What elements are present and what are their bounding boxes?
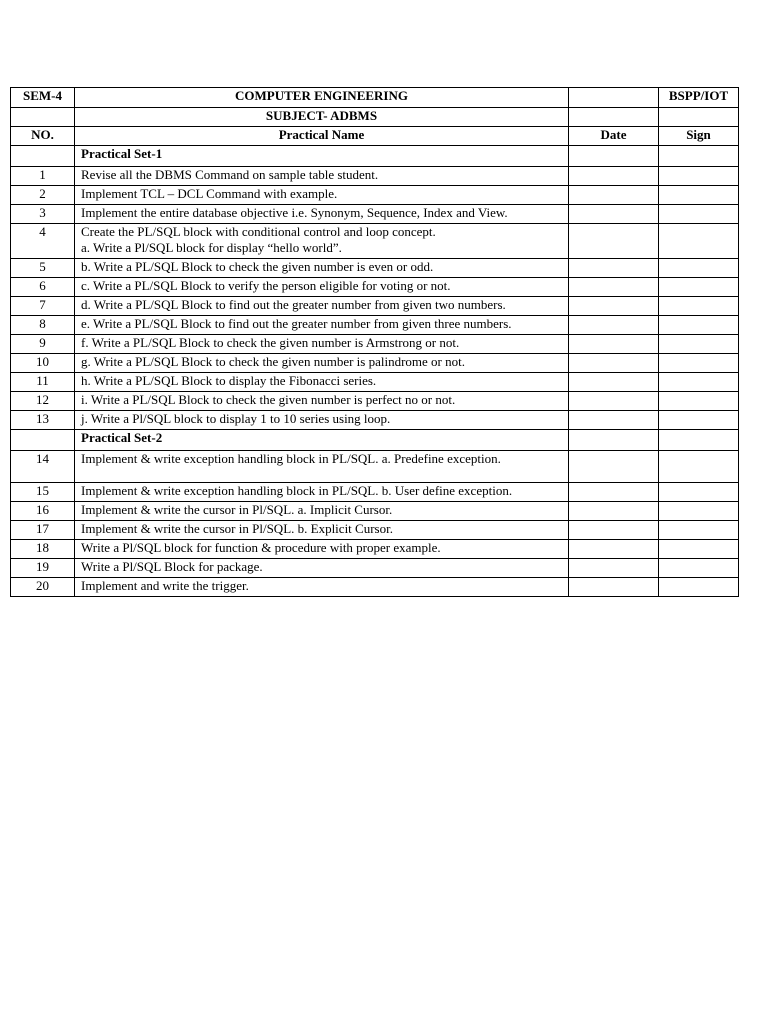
practical-name-line: i. Write a PL/SQL Block to check the given number is perfect no or not. (81, 392, 456, 407)
practical-date-cell (569, 578, 659, 597)
practical-number: 15 (11, 483, 75, 502)
practical-name (75, 205, 569, 224)
practical-number: 10 (11, 354, 75, 373)
subject-blank-sign (659, 108, 739, 127)
practical-name (75, 297, 569, 316)
practical-name (75, 559, 569, 578)
practical-name-line: Implement TCL – DCL Command with example. (81, 186, 338, 201)
practical-sign-cell (659, 502, 739, 521)
course-code: BSPP/IOT (659, 88, 739, 108)
practical-number: 18 (11, 540, 75, 559)
practical-name-line: Create the PL/SQL block with conditional control and loop concept. (81, 224, 436, 239)
practical-date-cell (569, 392, 659, 411)
practical-date-cell (569, 167, 659, 186)
practical-sign-cell (659, 259, 739, 278)
practical-list-table (10, 87, 739, 597)
practical-sign-cell (659, 451, 739, 483)
practical-sign-cell (659, 483, 739, 502)
practical-sign-cell (659, 540, 739, 559)
practical-row (11, 559, 739, 578)
practical-name (75, 167, 569, 186)
practical-sign-cell (659, 186, 739, 205)
practical-name (75, 373, 569, 392)
practical-sign-cell (659, 316, 739, 335)
practical-sign-cell (659, 278, 739, 297)
practical-number: 12 (11, 392, 75, 411)
practical-date-cell (569, 502, 659, 521)
subject-blank-date (569, 108, 659, 127)
practical-name (75, 224, 569, 259)
practical-date-cell (569, 354, 659, 373)
practical-sign-cell (659, 373, 739, 392)
practical-row (11, 502, 739, 521)
practical-date-cell (569, 186, 659, 205)
practical-name-line: e. Write a PL/SQL Block to find out the greater number from given three numbers. (81, 316, 512, 331)
practical-date-cell (569, 483, 659, 502)
practical-sign-cell (659, 167, 739, 186)
practical-row (11, 224, 739, 259)
practical-sign-cell (659, 335, 739, 354)
practical-row (11, 373, 739, 392)
practical-name (75, 186, 569, 205)
practical-number: 19 (11, 559, 75, 578)
practical-row (11, 278, 739, 297)
practical-sign-cell (659, 224, 739, 259)
practical-sign-cell (659, 521, 739, 540)
practical-name-line: Implement & write the cursor in Pl/SQL. a. Implicit Cursor. (81, 502, 393, 517)
practical-number: 8 (11, 316, 75, 335)
practical-name (75, 278, 569, 297)
practical-date-cell (569, 259, 659, 278)
practical-number: 17 (11, 521, 75, 540)
practical-date-cell (569, 316, 659, 335)
set-blank-no (11, 430, 75, 451)
practical-row (11, 297, 739, 316)
practical-row (11, 316, 739, 335)
practical-set-title: Practical Set-2 (75, 430, 569, 451)
practical-name (75, 335, 569, 354)
practical-number: 9 (11, 335, 75, 354)
practical-date-cell (569, 373, 659, 392)
practical-number: 1 (11, 167, 75, 186)
practical-name-line: b. Write a PL/SQL Block to check the given number is even or odd. (81, 259, 434, 274)
practical-name-line: Implement and write the trigger. (81, 578, 249, 593)
practical-date-cell (569, 540, 659, 559)
practical-sign-cell (659, 578, 739, 597)
practical-number: 3 (11, 205, 75, 224)
practical-date-cell (569, 411, 659, 430)
practical-row (11, 354, 739, 373)
practical-number: 4 (11, 224, 75, 259)
practical-name (75, 483, 569, 502)
header-blank-date (569, 88, 659, 108)
practical-sign-cell (659, 392, 739, 411)
practical-set-title: Practical Set-1 (75, 146, 569, 167)
practical-date-cell (569, 335, 659, 354)
practical-name-line: Implement & write exception handling block in PL/SQL. b. User define exception. (81, 483, 513, 498)
practical-date-cell (569, 521, 659, 540)
practical-date-cell (569, 559, 659, 578)
practical-name (75, 392, 569, 411)
practical-name-line: Implement the entire database objective i.e. Synonym, Sequence, Index and View. (81, 205, 508, 220)
practical-name (75, 578, 569, 597)
set-blank-date (569, 146, 659, 167)
practical-date-cell (569, 224, 659, 259)
practical-row (11, 167, 739, 186)
set-blank-no (11, 146, 75, 167)
practical-row (11, 335, 739, 354)
practical-date-cell (569, 278, 659, 297)
subject-blank-no (11, 108, 75, 127)
practical-set-row (11, 430, 739, 451)
practical-date-cell (569, 297, 659, 316)
header-row-subject (11, 108, 739, 127)
practical-name-line: j. Write a Pl/SQL block to display 1 to 10 series using loop. (81, 411, 391, 426)
practical-row (11, 451, 739, 483)
practical-sign-cell (659, 559, 739, 578)
practical-name-line: Implement & write the cursor in Pl/SQL. b. Explicit Cursor. (81, 521, 393, 536)
practical-name (75, 502, 569, 521)
practical-row (11, 392, 739, 411)
practical-set-row (11, 146, 739, 167)
practical-name (75, 354, 569, 373)
practical-row (11, 186, 739, 205)
practical-name-line: Write a Pl/SQL block for function & procedure with proper example. (81, 540, 441, 555)
set-blank-sign (659, 146, 739, 167)
header-row-department (11, 88, 739, 108)
practical-name (75, 316, 569, 335)
set-blank-sign (659, 430, 739, 451)
practical-number: 2 (11, 186, 75, 205)
practical-number: 20 (11, 578, 75, 597)
practical-name (75, 521, 569, 540)
practical-name-line: Write a Pl/SQL Block for package. (81, 559, 263, 574)
practical-number: 5 (11, 259, 75, 278)
semester-label: SEM-4 (11, 88, 75, 108)
practical-row (11, 578, 739, 597)
column-header-name: Practical Name (75, 127, 569, 146)
practical-name-line: f. Write a PL/SQL Block to check the given number is Armstrong or not. (81, 335, 460, 350)
practical-row (11, 483, 739, 502)
practical-row (11, 411, 739, 430)
practical-name-line: d. Write a PL/SQL Block to find out the greater number from given two numbers. (81, 297, 506, 312)
practical-name (75, 540, 569, 559)
column-header-sign: Sign (659, 127, 739, 146)
practical-sign-cell (659, 354, 739, 373)
practical-name (75, 411, 569, 430)
practical-number: 7 (11, 297, 75, 316)
practical-name-line: h. Write a PL/SQL Block to display the Fibonacci series. (81, 373, 377, 388)
practical-number: 11 (11, 373, 75, 392)
practical-name-line: a. Write a Pl/SQL block for display “hello world”. (81, 240, 342, 255)
practical-name-line: c. Write a PL/SQL Block to verify the person eligible for voting or not. (81, 278, 451, 293)
practical-sign-cell (659, 205, 739, 224)
practical-date-cell (569, 451, 659, 483)
column-header-no: NO. (11, 127, 75, 146)
practical-row (11, 205, 739, 224)
practical-name-line: Implement & write exception handling block in PL/SQL. a. Predefine exception. (81, 451, 501, 466)
column-header-date: Date (569, 127, 659, 146)
practical-name (75, 259, 569, 278)
practical-name-line: g. Write a PL/SQL Block to check the given number is palindrome or not. (81, 354, 465, 369)
practical-number: 14 (11, 451, 75, 483)
practical-number: 16 (11, 502, 75, 521)
practical-number: 13 (11, 411, 75, 430)
practical-name (75, 451, 569, 483)
practical-row (11, 521, 739, 540)
practical-row (11, 259, 739, 278)
practical-sign-cell (659, 411, 739, 430)
practical-sign-cell (659, 297, 739, 316)
column-header-row (11, 127, 739, 146)
subject-title: SUBJECT- ADBMS (75, 108, 569, 127)
department-title: COMPUTER ENGINEERING (75, 88, 569, 108)
practical-row (11, 540, 739, 559)
practical-name-line: Revise all the DBMS Command on sample table student. (81, 167, 379, 182)
set-blank-date (569, 430, 659, 451)
practical-number: 6 (11, 278, 75, 297)
practical-date-cell (569, 205, 659, 224)
